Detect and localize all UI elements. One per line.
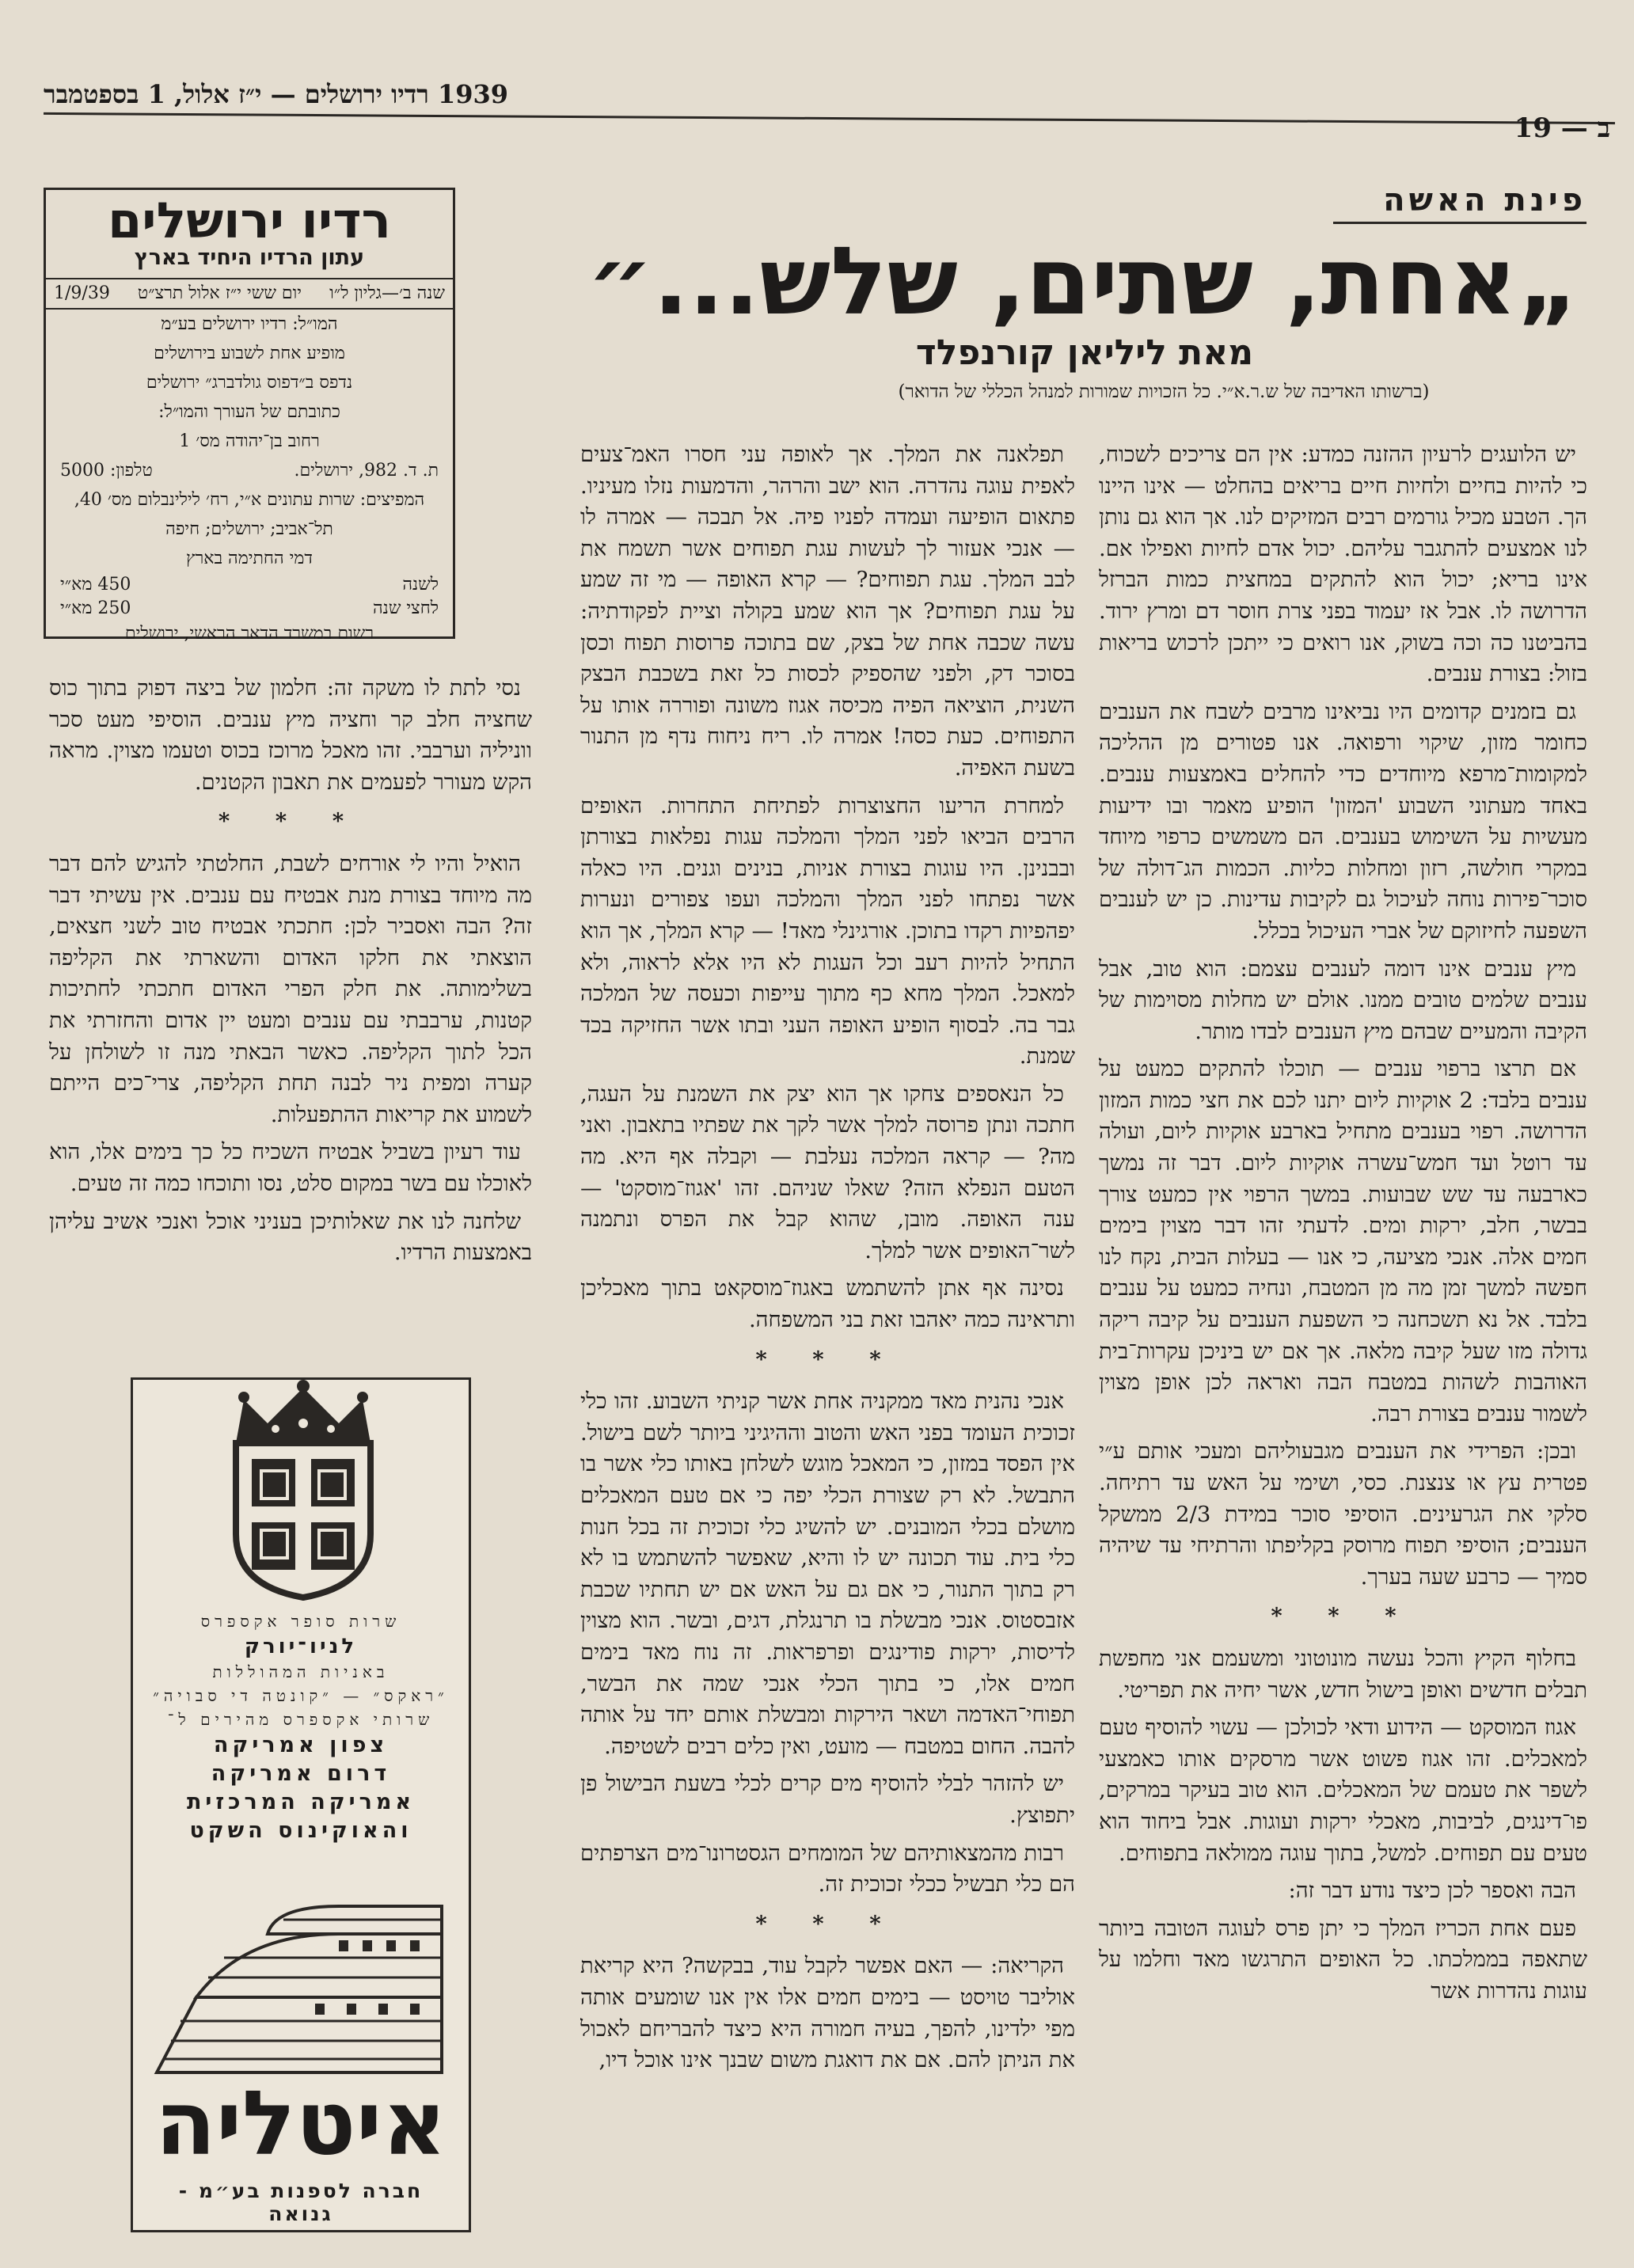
masthead-publisher: המו״ל: רדיו ירושלים בע״מ: [161, 314, 338, 334]
paragraph: גם בזמנים קדומים היו נביאינו מרבים לשבח את הענבים כחומר מזון, שיקוי ורפואה. אנו פטורים מן ההליכה למקומות־מרפא מיוחדים כדי להחלים באמצעות ענבים. באחד מעתוני השבוע 'המזון' הופיע מאמר ובו ידיעות מעשיות על השימוש בענבים. הם משמשים כרפוי מיוחד במקרי חולשה, רזון ומחלות כליות. הכמות הג־דולה של סוכר־פירות נוחה לעיכול גם לקיבות עדינות. כן יש לענבים השפעה לחיזוקם של אברי העיכול בכלל.: [1099, 698, 1587, 944]
article-column-2: [580, 439, 1075, 2260]
ad-line: ״ראקס״ — ״קונטה די סבויה״: [153, 1686, 449, 1705]
masthead-issue: שנה ב׳—גליון ל״ו: [329, 283, 445, 303]
masthead-box: [44, 188, 455, 644]
masthead-issue-line: [46, 278, 453, 310]
masthead-year-label: לשנה: [402, 575, 439, 595]
masthead-registration: רשום במשרד הדאר הראשי, ירושלים: [124, 624, 374, 644]
paragraph: יש להזהר לבלי להוסיף מים קרים לכלי בשעת הבישול פן יתפוצץ.: [580, 1771, 1075, 1828]
article-rights-note: (ברשותו האדיבה של ש.ר.א״י. כל הזכויות שמורות למנהל הכללי של הדואר): [898, 382, 1430, 402]
masthead-phone: טלפון: 5000: [60, 461, 153, 481]
ad-destination: דרום אמריקה: [211, 1761, 391, 1786]
paragraph: יש הלועגים לרעיון ההזנה כמדע: אין הם צריכים לשכוח, כי להיות בחיים ולחיות חיים בריאים בהחלט — אינו היינו הך. הטבע מכיל גורמים רבים המזיקים לנו. אך הוא גם נותן לנו אמצעים להתגבר עליהם. יכול אדם לחיות ואפילו אם. אינו בריא; יכול הוא להתקים במחצית כמות הברזל הדרושה לו. אבל אז יעמוד בפני צרת חוסר דם ומרץ ירוד. בהביטנו כה וכה בשוק, אנו רואים כי ייתכן לרכוש בריאות בזול: בצורת ענבים.: [1099, 442, 1587, 687]
paragraph: הבה ואספר לכן כיצד נודע דבר זה:: [1288, 1878, 1576, 1904]
paragraph: אגוז המוסקט — הידוע ודאי לכולכן — עשוי להוסיף טעם למאכלים. זהו אגוז פשוט אשר מרסקים אותו כאמצעי לשפר את טעמם של המאכלים. הוא טוב בעיקר במרקים, פו־דינגים, לביבות, מאכלי ירקות ועוגות. אבל ביחוד הוא טעים עם תפוחים. למשל, בתוך עוגה ממולאה בתפוחים.: [1099, 1715, 1587, 1866]
paragraph: למחרת הריעו החצוצרות לפתיחת התחרות. האופים הרבים הביאו לפני המלך והמלכה עגות נפלאות בצורתן ובבנינן. היו עוגות בצורת אניות, בנינים וגנים. היו כאלה אשר נפתחו לפני המלך והמלכה ועפו צפורים ונערות יפהפיות רקדו בתוכן. אורגינלי מאד! — קרא המלך, אך הוא התחיל להיות רעב וכל העגות לא היו אלא לראוה, ולא למאכל. המלך מחא כף מתוך עייפות וכעסה של המלכה גבר בה. לבסוף הופיע האופה העני ובתו אשר החזיקה בכד שמנת.: [580, 792, 1075, 1069]
paragraph: הואיל והיו לי אורחים לשבת, החלטתי להגיש להם דבר מה מיוחד בצורת מנת אבטיח עם ענבים. אין עשיתי דבר זה? הבה ואסביר לכן: חתכתי אבטיח טוב לשני חצאים, הוצאתי את חלקו האדום והשארתי את הקליפה בשלימותה. את חלק הפרי האדום חתכתי לחתיכות קטנות, ערבבתי עם ענבים ומעט יין אדום והחזרתי את הכל לתוך הקליפה. כאשר הבאתי מנה זו לשולחן על קערה ומפית ניר לבנה תחת הקליפה, צרי־כים הייתם לשמוע את קריאות ההתפעלות.: [49, 850, 532, 1127]
page-number: ב — 19: [1514, 112, 1610, 144]
paragraph: ובכן: הפרידי את הענבים מגבעוליהם ומעכי אותם ע״י פטרית עץ או צנצנת. כסי, ושימי על האש עד רתיחה. סלקי את הגרעינים. הוסיפי סוכר במידת 2/3 ממשקל הענבים; הוסיפי תפוח מרוסק בקליפתו והרתיחי עד שיהיה סמיך — כרבע שעה בערך.: [1099, 1438, 1587, 1590]
ad-line: שרותי אקספרס מהירים ל־: [167, 1710, 435, 1729]
italia-logo: איטליה: [154, 2072, 447, 2175]
masthead-title: רדיו ירושלים: [108, 192, 391, 249]
section-separator: * * *: [755, 1346, 900, 1372]
running-title: 1939 רדיו ירושלים — י״ז אלול, 1 בספטמבר: [44, 79, 509, 109]
ad-text-block: [133, 1609, 469, 1845]
paragraph: כל הנאספים צחקו אך הוא יצק את השמנת על העגה, חתכה ונתן פרוסה למלך אשר לקך את שפתיו בתאבון. ואני מה? — קראה המלכה נעלבת — וקבלה אף היא. מה הטעם הנפלא הזה? שאלו שניהם. זהו 'אגוז־מוסקט' — ענה האופה. מובן, שהוא קבל את הפרס ונתמנה לשר־האופים אשר למלך.: [580, 1081, 1075, 1263]
masthead-printer: נדפס ב״דפוס גולדברג״ ירושלים: [146, 373, 353, 393]
masthead-date: יום ששי י״ז אלול תרצ״ט: [137, 283, 302, 303]
masthead-price-half: [46, 597, 453, 621]
paragraph: רבות מהמצאותיהם של המומחים הגסטרונו־מים הצרפתים הם כלי תבשיל ככלי זכוכית זה.: [580, 1840, 1075, 1898]
paragraph: מיץ ענבים אינו דומה לענבים עצמם: הוא טוב, אבל ענבים שלמים טובים ממנו. אולם יש מחלות מסוימות של הקיבה והמעיים שבהם מיץ הענבים לבדו מותר.: [1099, 955, 1587, 1044]
ad-destination: אמריקה המרכזית: [186, 1790, 416, 1814]
article-column-3: [49, 673, 532, 1306]
article-headline: „אחת, שתים, שלש...״: [587, 226, 1579, 336]
ad-line: באניות המהוללות: [212, 1662, 390, 1681]
article-byline: מאת ליליאן קורנפלד: [915, 332, 1254, 373]
masthead-year-price: 450 מא״י: [60, 575, 131, 595]
paragraph: הקריאה: — האם אפשר לקבל עוד, בבקשה? היא קריאת אוליבר טויסט — בימים חמים אלו אין אנו שומעים אותה מפי ילדינו, להפך, בעיה חמורה היא כיצד להבריחם לאכול את הניתן להם. אם את דואגת משום שבנך אינו אוכל דיו,: [580, 1953, 1075, 2073]
ad-line: לניו־יורק: [244, 1635, 358, 1658]
italia-line-advertisement: [131, 1377, 471, 2232]
masthead-price-year: [46, 573, 453, 597]
masthead-subtitle: עתון הרדיו היחיד בארץ: [134, 245, 365, 270]
masthead-date-numeric: 1/9/39: [54, 283, 110, 303]
paragraph: תפלאנה את המלך. אך לאופה עני חסרו האמ־צעים לאפית עוגה נהדרה. הוא ישב והרהר, והדמעות נזלו מעיניו. פתאום הופיעה ועמדה לפניו פיה. אל תבכה — אמרה לו — אנכי אעזור לך לעשות עגת תפוחים אשר תשמח את לבב המלך. עגת תפוחים? — קרא האופה — מי זה שמע על עגת תפוחים? אך הוא שמע בקולה וציית לפקודתיה: עשה שכבה אחת של בצק, שם בתוכה פרוסות תפוח וכסן בסוכר דק, ולפני שהספיק לכסות כל זאת בשכבת הבצק השנית, הוציאה הפיה מכיסה אגוז משונה ופוררה אותו על התפוחים. כעת כסה! אמרה לו. ריח ניחוח נדף מן התנור בשעת האפיה.: [580, 442, 1075, 781]
ad-destination: צפון אמריקה: [213, 1733, 389, 1757]
masthead-subscription-label: דמי החתימה בארץ: [185, 549, 313, 568]
section-separator: * * *: [755, 1910, 900, 1936]
section-label: פינת האשה: [1383, 182, 1586, 218]
running-header: [44, 79, 1615, 119]
article-column-1: [1099, 439, 1587, 2260]
ad-company-line: חברה לספנות בע״מ - גנואה: [178, 2179, 424, 2225]
paragraph: אם תרצו ברפוי ענבים — תוכלו להתקים כמעט על ענבים בלבד: 2 אוקיות ליום יתנו לכם את חצי כמות המזון הדרושה. רפוי בענבים מתחיל בארבע אוקיות ליום, ועולה עד רוטל ועד חמש־עשרה אוקיות ליום. דבר זה נמשך כארבעה עד שש שבועות. במשך הרפוי אין כמעט צורך בבשר, חלב, ירקות ומים. לדעתי זהו דבר מצוין בימים חמים אלה. אנכי מציעה, כי אנו — בעלות הבית, נקח לנו חפשה למשך זמן מה מן המטבח, ונחיה כמעט על ענבים בלבד. אל נא תשכחנה כי השפעת הענבים על קיבה ריקה גדולה מזו שעל קיבה מלאה. אך אם יש ביניכן עקרות־בית האוהבות לשהות במטבח הבה ואראה לכן אופן מצוין לשמור ענבים בצורת רבה.: [1099, 1056, 1587, 1427]
paragraph: פעם אחת הכריז המלך כי יתן פרס לעוגה הטובה ביותר שתאפה בממלכתו. כל האופים התרגשו מאד וחלמו על עוגות נהדרות אשר: [1099, 1915, 1587, 2004]
masthead-half-price: 250 מא״י: [60, 598, 131, 618]
ad-line: שרות סופר אקספרס: [200, 1612, 401, 1631]
paragraph: בחלוף הקיץ והכל נעשה מונוטוני ומשעמם אני מחפשת תבלים חדשים ואופן בישול חדש, אשר יחיה את תפריטי.: [1099, 1645, 1587, 1703]
masthead-po-box: ת. ד. 982, ירושלים.: [294, 461, 439, 481]
masthead-contact-row: [46, 456, 453, 485]
ocean-liner-illustration: [149, 1902, 453, 2084]
masthead-distributors: המפיצים: שרות עתונים א״י, רח׳ לילינבלום מס׳ 40,: [74, 490, 425, 510]
ad-destination: והאוקינוס השקט: [189, 1818, 412, 1843]
masthead-frequency: מופיע אחת לשבוע בירושלים: [154, 344, 345, 363]
shield-emblem-icon: [228, 1439, 378, 1601]
paragraph: עוד רעיון בשביל אבטיח השכיח כל כך בימים אלו, הוא לאוכלו עם בשר במקום סלט, נסו ותוכחו כמה זה טעים.: [49, 1139, 532, 1196]
masthead-address: רחוב בן־יהודה מס׳ 1: [179, 431, 320, 451]
section-separator: * * *: [1271, 1603, 1416, 1629]
section-separator: * * *: [218, 808, 363, 834]
paragraph: אנכי נהנית מאד ממקניה אחת אשר קניתי השבוע. זהו כלי זכוכית העומד בפני האש והטוב וההיגיני ביותר לשם בישול. אין הפסד במזון, כי המאכל מוגש לשלחן באותו כלי אשר בו התבשל. לא רק שצורת הכלי יפה כי אם טעם המאכלים מושלם בכלי המובנים. יש להשיג כלי זכוכית זה בכל חנות כלי בית. עוד תכונה יש לו והיא, שאפשר להשתמש בו לא רק בתוך התנור, כי אם גם על האש אם יש תחתיו שכבת אזבסטוס. אנכי מבשלת בו תרנגלת, דגים, ובשר. הוא מצוין לדיסות, ירקות פודינגים ופרפראות. זה נוח מאד בימים חמים אלו, כי בתוך הכלי אנכי שמה את הבשר, תפוחי־האדמה ושאר הירקות ומבשלת אותם יחד על אותה להבה. החום במטבח — מועט, ואין כלים רבים לשטיפה.: [580, 1389, 1075, 1759]
paragraph: נסי לתת לו משקה זה: חלמון של ביצה דפוק בתוך כוס שחציה חלב קר וחציה מיץ ענבים. הוסיפי מעט סכר ווניליה וערבבי. זהו מאכל מרוכז בכוס וטעמו מצוין. מראה הקש מעורר לפעמים את תאבון הקטנים.: [49, 675, 532, 795]
paragraph: נסינה אף אתן להשתמש באגוז־מוסקאט בתוך מאכליכן ותראינה כמה יאהבו זאת בני המשפחה.: [580, 1275, 1075, 1333]
paragraph: שלחנה לנו את שאלותיכן בעניני אוכל ואנכי אשיב עליהן באמצעות הרדיו.: [49, 1208, 532, 1266]
masthead-distributors-2: תל־אביב; ירושלים; חיפה: [165, 519, 333, 539]
masthead-address-label: כתובתם של העורך והמו״ל:: [158, 402, 340, 422]
masthead-half-label: לחצי שנה: [373, 598, 439, 618]
